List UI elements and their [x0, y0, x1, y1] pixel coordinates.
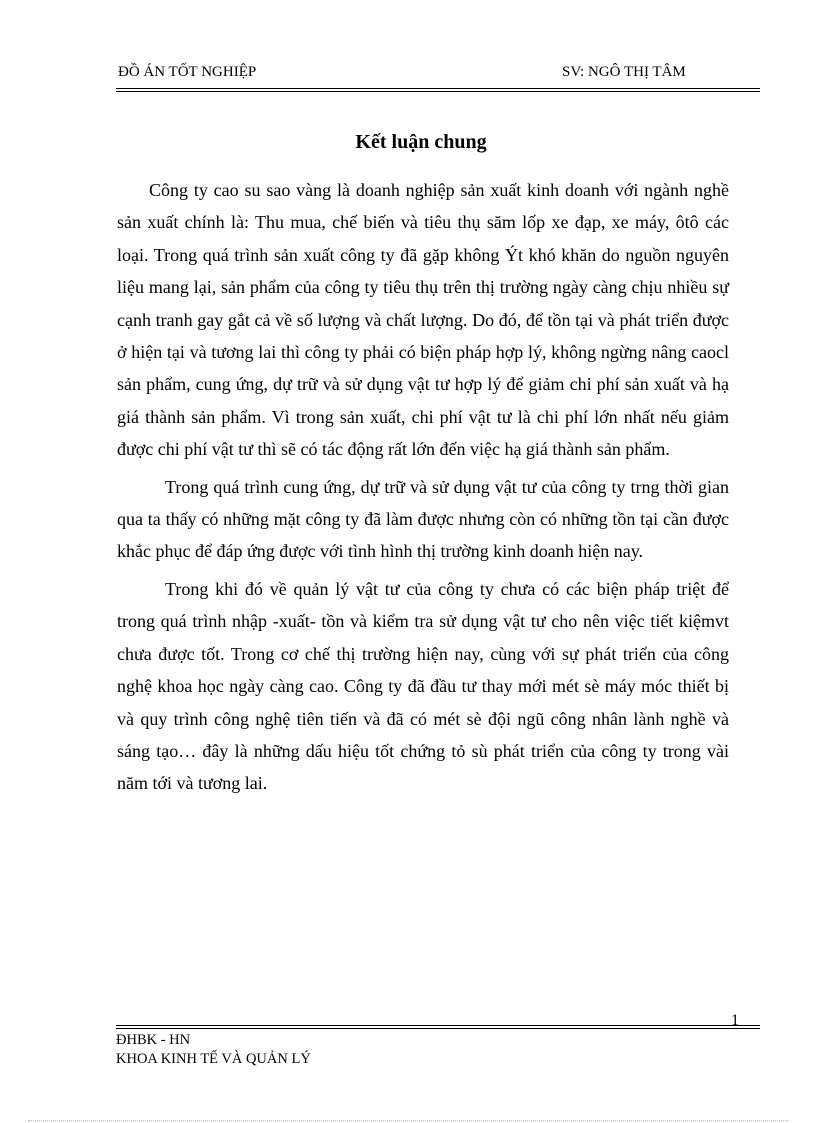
- header-document-type: ĐỒ ÁN TỐT NGHIỆP: [118, 64, 257, 80]
- page-bottom-border: [28, 1120, 788, 1121]
- paragraph-3: Trong khi đó về quản lý vật tư của công ty chưa có các biện pháp triệt để trong quá trình nhập -xuất- tồn và kiểm tra sử dụng vật tư cho nên việc tiết kiệmvt chưa được tốt. Trong cơ chế thị trường hiện nay, cùng với sự phát triển của công nghệ khoa học ngày càng cao. Công ty đã đầu tư thay mới mét sè máy móc thiết bị và quy trình công nghệ tiên tiến và đã có mét sè đội ngũ công nhân lành nghề và sáng tạo… đây là những dấu hiệu tốt chứng tỏ sù phát triển của công ty trong vài năm tới và tương lai.: [117, 578, 729, 794]
- footer-faculty: KHOA KINH TẾ VÀ QUẢN LÝ: [116, 1051, 311, 1067]
- document-body: [117, 174, 729, 800]
- footer-divider: [116, 1025, 760, 1029]
- paragraph-2: Trong quá trình cung ứng, dự trữ và sử dụng vật tư của công ty trng thời gian qua ta thấy có những mặt công ty đã làm được nhưng còn có những tồn tại cần được khắc phục để đáp ứng được với tình hình thị trường kinh doanh hiện nay.: [117, 476, 729, 562]
- page-footer: [116, 1031, 311, 1069]
- paragraph-1: Công ty cao su sao vàng là doanh nghiệp sản xuất kinh doanh với ngành nghề sản xuất chính là: Thu mua, chế biến và tiêu thụ săm lốp xe đạp, xe máy, ôtô các loại. Trong quá trình sản xuất công ty đã gặp không Ýt khó khăn do nguồn nguyên liệu mang lại, sản phẩm của công ty tiêu thụ trên thị trường ngày càng chịu nhiều sự cạnh tranh gay gắt cả về số lượng và chất lượng. Do đó, để tồn tại và phát triển được ở hiện tại và tương lai thì công ty phải có biện pháp hợp lý, không ngừng nâng caocl sản phẩm, cung ứng, dự trữ và sử dụng vật tư hợp lý để giảm chi phí sản xuất và hạ giá thành sản phẩm. Vì trong sản xuất, chi phí vật tư là chi phí lớn nhất nếu giảm được chi phí vật tư thì sẽ có tác động rất lớn đến việc hạ giá thành sản phẩm.: [117, 180, 729, 460]
- page-title: Kết luận chung: [355, 131, 487, 153]
- page-number: 1: [731, 1012, 739, 1029]
- header-divider: [116, 88, 760, 92]
- footer-university: ĐHBK - HN: [116, 1032, 191, 1048]
- page-header: [118, 64, 758, 86]
- header-student-name: SV: NGÔ THỊ TÂM: [562, 64, 686, 80]
